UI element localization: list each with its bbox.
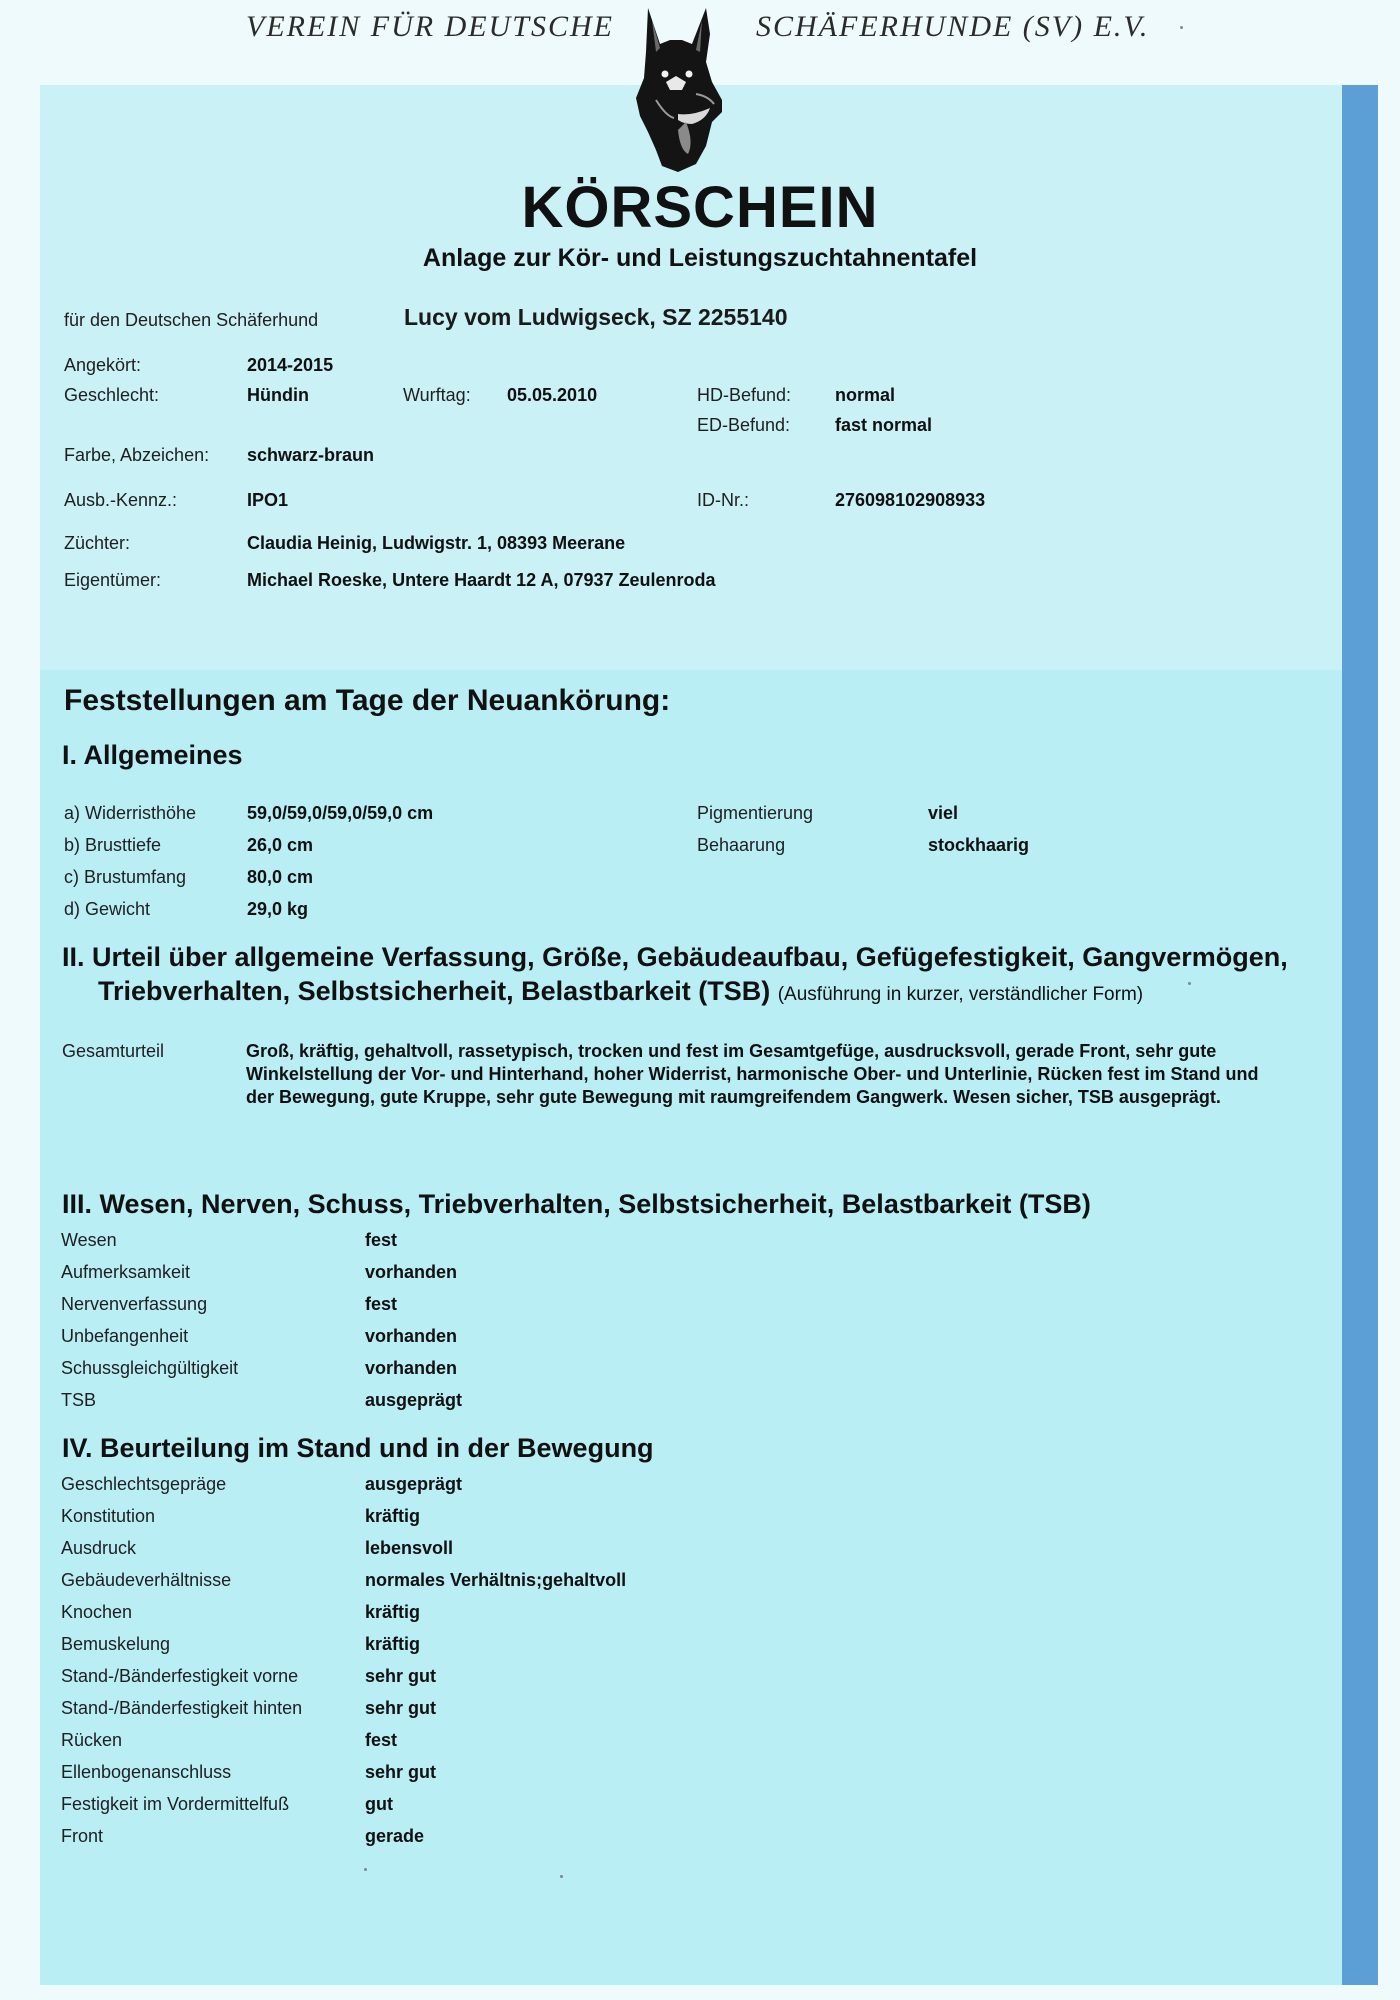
section-4-row-label: Konstitution (61, 1506, 156, 1526)
id-value: 276098102908933 (835, 490, 986, 510)
findings-heading: Feststellungen am Tage der Neuankörung: (64, 684, 671, 717)
wurftag-label: Wurftag: (403, 385, 471, 405)
hd-label: HD-Befund: (697, 385, 792, 405)
section-4-row-value: ausgeprägt (365, 1474, 463, 1494)
scan-speck (1180, 26, 1183, 29)
section-3-row-value: vorhanden (365, 1326, 458, 1346)
section-4-row-label: Festigkeit im Vordermittelfuß (61, 1794, 290, 1814)
section-3-row-label: Nervenverfassung (61, 1294, 208, 1314)
section-4-row-value: sehr gut (365, 1698, 437, 1718)
geschlecht-value: Hündin (247, 385, 309, 405)
section-2-heading-text: Triebverhalten, Selbstsicherheit, Belastbarkeit (TSB) (98, 976, 771, 1006)
section-4-row-label: Bemuskelung (61, 1634, 171, 1654)
gesamturteil-text: Groß, kräftig, gehaltvoll, rassetypisch, trocken und fest im Gesamtgefüge, ausdrucksvoll, gerade Front, sehr gute Winkelstellung der Vor- und Hinterhand, hoher Widerrist, harmonische Ober- und Unterlinie, Rücken fest im Stand und der Bewegung, gute Kruppe, sehr gute Bewegung mit raumgreifendem Gangwerk. Wesen sicher, TSB ausgeprägt. (246, 1041, 1259, 1107)
side-stripe (1342, 85, 1378, 1985)
section-3-row-label: Aufmerksamkeit (61, 1262, 191, 1282)
section-4-row-value: normales Verhältnis;gehaltvoll (365, 1570, 627, 1590)
angekoert-value: 2014-2015 (247, 355, 334, 375)
eigentuemer-label: Eigentümer: (64, 570, 162, 590)
section-3-row-label: Wesen (61, 1230, 117, 1250)
farbe-value: schwarz-braun (247, 445, 375, 465)
section-1-row-value: 59,0/59,0/59,0/59,0 cm (247, 803, 434, 823)
section-3-row-label: TSB (61, 1390, 97, 1410)
association-name-right: SCHÄFERHUNDE (SV) E.V. (756, 10, 1150, 43)
section-4-row-label: Front (61, 1826, 104, 1846)
section-1-row-value: 26,0 cm (247, 835, 314, 855)
section-4-row-label: Geschlechtsgepräge (61, 1474, 227, 1494)
geschlecht-label: Geschlecht: (64, 385, 160, 405)
eigentuemer-value: Michael Roeske, Untere Haardt 12 A, 07937 Zeulenroda (247, 570, 716, 590)
behaarung-label: Behaarung (697, 835, 786, 855)
section-4-row-value: sehr gut (365, 1762, 437, 1782)
gesamturteil-label: Gesamturteil (62, 1041, 165, 1061)
for-breed-label: für den Deutschen Schäferhund (64, 310, 319, 330)
id-label: ID-Nr.: (697, 490, 749, 510)
section-3-row-value: vorhanden (365, 1358, 458, 1378)
section-2-heading-note: (Ausführung in kurzer, verständlicher Form) (777, 984, 1144, 1005)
section-1-row-value: 29,0 kg (247, 899, 309, 919)
scan-speck (1188, 982, 1191, 985)
section-4-row-value: gut (365, 1794, 393, 1814)
section-1-row-label: b) Brusttiefe (64, 835, 162, 855)
section-3-row-value: vorhanden (365, 1262, 458, 1282)
section-4-row-value: kräftig (365, 1634, 421, 1654)
farbe-label: Farbe, Abzeichen: (64, 445, 210, 465)
pigmentierung-label: Pigmentierung (697, 803, 814, 823)
section-4-heading: IV. Beurteilung im Stand und in der Bewegung (62, 1433, 654, 1463)
dog-name: Lucy vom Ludwigseck, SZ 2255140 (404, 304, 788, 330)
section-3-row-value: ausgeprägt (365, 1390, 463, 1410)
section-4-row-label: Ausdruck (61, 1538, 137, 1558)
scan-speck (364, 1868, 367, 1871)
document-title: KÖRSCHEIN (521, 175, 879, 240)
ausb-value: IPO1 (247, 490, 289, 510)
section-4-row-value: fest (365, 1730, 398, 1750)
section-3-heading: III. Wesen, Nerven, Schuss, Triebverhalten, Selbstsicherheit, Belastbarkeit (TSB) (62, 1189, 1091, 1219)
zuechter-label: Züchter: (64, 533, 131, 553)
section-1-row-label: c) Brustumfang (64, 867, 187, 887)
section-3-row-value: fest (365, 1230, 398, 1250)
section-4-row-label: Stand-/Bänderfestigkeit vorne (61, 1666, 299, 1686)
section-4-row-label: Rücken (61, 1730, 123, 1750)
section-4-row-value: gerade (365, 1826, 425, 1846)
section-1-row-label: d) Gewicht (64, 899, 151, 919)
section-3-row-value: fest (365, 1294, 398, 1314)
section-4-row-label: Stand-/Bänderfestigkeit hinten (61, 1698, 303, 1718)
zuechter-value: Claudia Heinig, Ludwigstr. 1, 08393 Meerane (247, 533, 626, 553)
section-1-heading: I. Allgemeines (62, 740, 243, 770)
section-3-row-label: Unbefangenheit (61, 1326, 189, 1346)
pigmentierung-value: viel (928, 803, 959, 823)
section-1-row-value: 80,0 cm (247, 867, 314, 887)
ed-value: fast normal (835, 415, 933, 435)
section-4-row-value: kräftig (365, 1602, 421, 1622)
section-4-row-label: Gebäudeverhältnisse (61, 1570, 232, 1590)
section-3-row-label: Schussgleichgültigkeit (61, 1358, 239, 1378)
ausb-label: Ausb.-Kennz.: (64, 490, 178, 510)
angekoert-label: Angekört: (64, 355, 142, 375)
wurftag-value: 05.05.2010 (507, 385, 598, 405)
section-4-row-value: sehr gut (365, 1666, 437, 1686)
section-4-row-value: lebensvoll (365, 1538, 454, 1558)
scan-speck (560, 1875, 563, 1878)
ed-label: ED-Befund: (697, 415, 791, 435)
hd-value: normal (835, 385, 896, 405)
document-subtitle: Anlage zur Kör- und Leistungszuchtahnentafel (422, 244, 978, 272)
behaarung-value: stockhaarig (928, 835, 1030, 855)
section-2-heading-line-2 (98, 976, 1143, 1007)
german-shepherd-head-icon (626, 4, 726, 174)
section-4-row-value: kräftig (365, 1506, 421, 1526)
section-4-row-label: Ellenbogenanschluss (61, 1762, 232, 1782)
association-name-left: VEREIN FÜR DEUTSCHE (246, 10, 614, 43)
section-1-row-label: a) Widerristhöhe (64, 803, 197, 823)
section-2-heading-line-1: II. Urteil über allgemeine Verfassung, Größe, Gebäudeaufbau, Gefügefestigkeit, Gangvermögen, (62, 942, 1288, 972)
section-4-row-label: Knochen (61, 1602, 133, 1622)
